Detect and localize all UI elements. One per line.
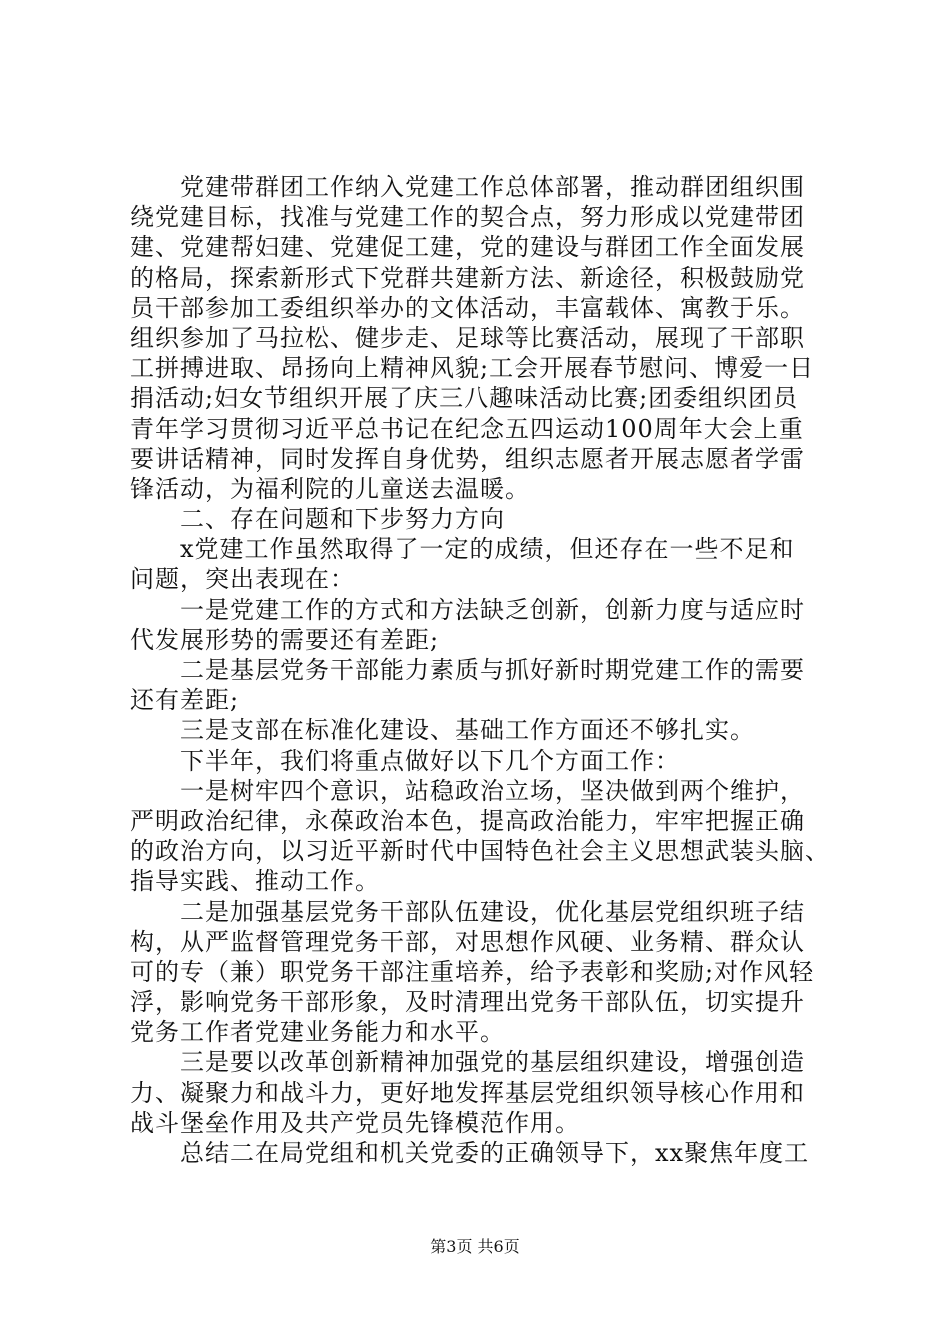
paragraph-line: 工拼搏进取、昂扬向上精神风貌;工会开展春节慰问、博爱一日: [130, 354, 815, 383]
paragraph-line: 二是基层党务干部能力素质与抓好新时期党建工作的需要: [180, 656, 805, 684]
paragraph-line: 党建带群团工作纳入党建工作总体部署，推动群团组织围: [180, 173, 805, 201]
paragraph-line: 要讲话精神，同时发挥自身优势，组织志愿者开展志愿者学雷: [130, 444, 805, 473]
paragraph-line: 一是树牢四个意识，站稳政治立场，坚决做到两个维护，: [180, 776, 805, 805]
paragraph-line: 员干部参加工委组织举办的文体活动，丰富载体、寓教于乐。: [130, 293, 805, 322]
page-footer: [0, 1236, 950, 1258]
paragraph-line: 战斗堡垒作用及共产党员先锋模范作用。: [130, 1108, 580, 1137]
section-heading: 二、存在问题和下步努力方向: [180, 505, 505, 534]
paragraph-line: 还有差距;: [130, 686, 240, 715]
paragraph-line: 下半年，我们将重点做好以下几个方面工作：: [180, 746, 680, 775]
paragraph-line: 组织参加了马拉松、健步走、足球等比赛活动，展现了干部职: [130, 323, 805, 352]
paragraph-line: 总结二在局党组和机关党委的正确领导下，xx聚焦年度工: [180, 1139, 810, 1167]
paragraph-line: 建、党建帮妇建、党建促工建，党的建设与群团工作全面发展: [130, 233, 805, 262]
paragraph-line: 锋活动，为福利院的儿童送去温暖。: [130, 474, 530, 503]
paragraph-line: 问题，突出表现在：: [130, 565, 355, 594]
document-body: [130, 172, 845, 1168]
paragraph-line: 构，从严监督管理党务干部，对思想作风硬、业务精、群众认: [130, 927, 805, 956]
paragraph-line: 指导实践、推动工作。: [130, 867, 380, 896]
paragraph-line: 捐活动;妇女节组织开展了庆三八趣味活动比赛;团委组织团员: [130, 384, 799, 413]
paragraph-line: 二是加强基层党务干部队伍建设，优化基层党组织班子结: [180, 897, 805, 926]
paragraph-line: 党务工作者党建业务能力和水平。: [130, 1018, 505, 1047]
paragraph-line: 严明政治纪律，永葆政治本色，提高政治能力，牢牢把握正确: [130, 806, 805, 835]
paragraph-line: 三是要以改革创新精神加强党的基层组织建设，增强创造: [180, 1048, 805, 1077]
paragraph-line: 一是党建工作的方式和方法缺乏创新，创新力度与适应时: [180, 595, 805, 624]
paragraph-line: 的政治方向，以习近平新时代中国特色社会主义思想武装头脑、: [130, 837, 830, 866]
paragraph-line: 三是支部在标准化建设、基础工作方面还不够扎实。: [180, 716, 755, 745]
paragraph-line: 绕党建目标，找准与党建工作的契合点，努力形成以党建带团: [130, 203, 805, 232]
paragraph-line: 青年学习贯彻习近平总书记在纪念五四运动100周年大会上重: [130, 414, 804, 443]
paragraph-line: x党建工作虽然取得了一定的成绩，但还存在一些不足和: [180, 535, 795, 564]
paragraph-line: 可的专（兼）职党务干部注重培养，给予表彰和奖励;对作风轻: [130, 957, 815, 986]
paragraph-line: 的格局，探索新形式下党群共建新方法、新途径，积极鼓励党: [130, 263, 805, 292]
page-number: 第3页 共6页: [430, 1237, 520, 1256]
paragraph-line: 代发展形势的需要还有差距;: [130, 625, 440, 654]
paragraph-line: 浮，影响党务干部形象，及时清理出党务干部队伍，切实提升: [130, 988, 805, 1017]
paragraph-line: 力、凝聚力和战斗力，更好地发挥基层党组织领导核心作用和: [130, 1078, 805, 1107]
